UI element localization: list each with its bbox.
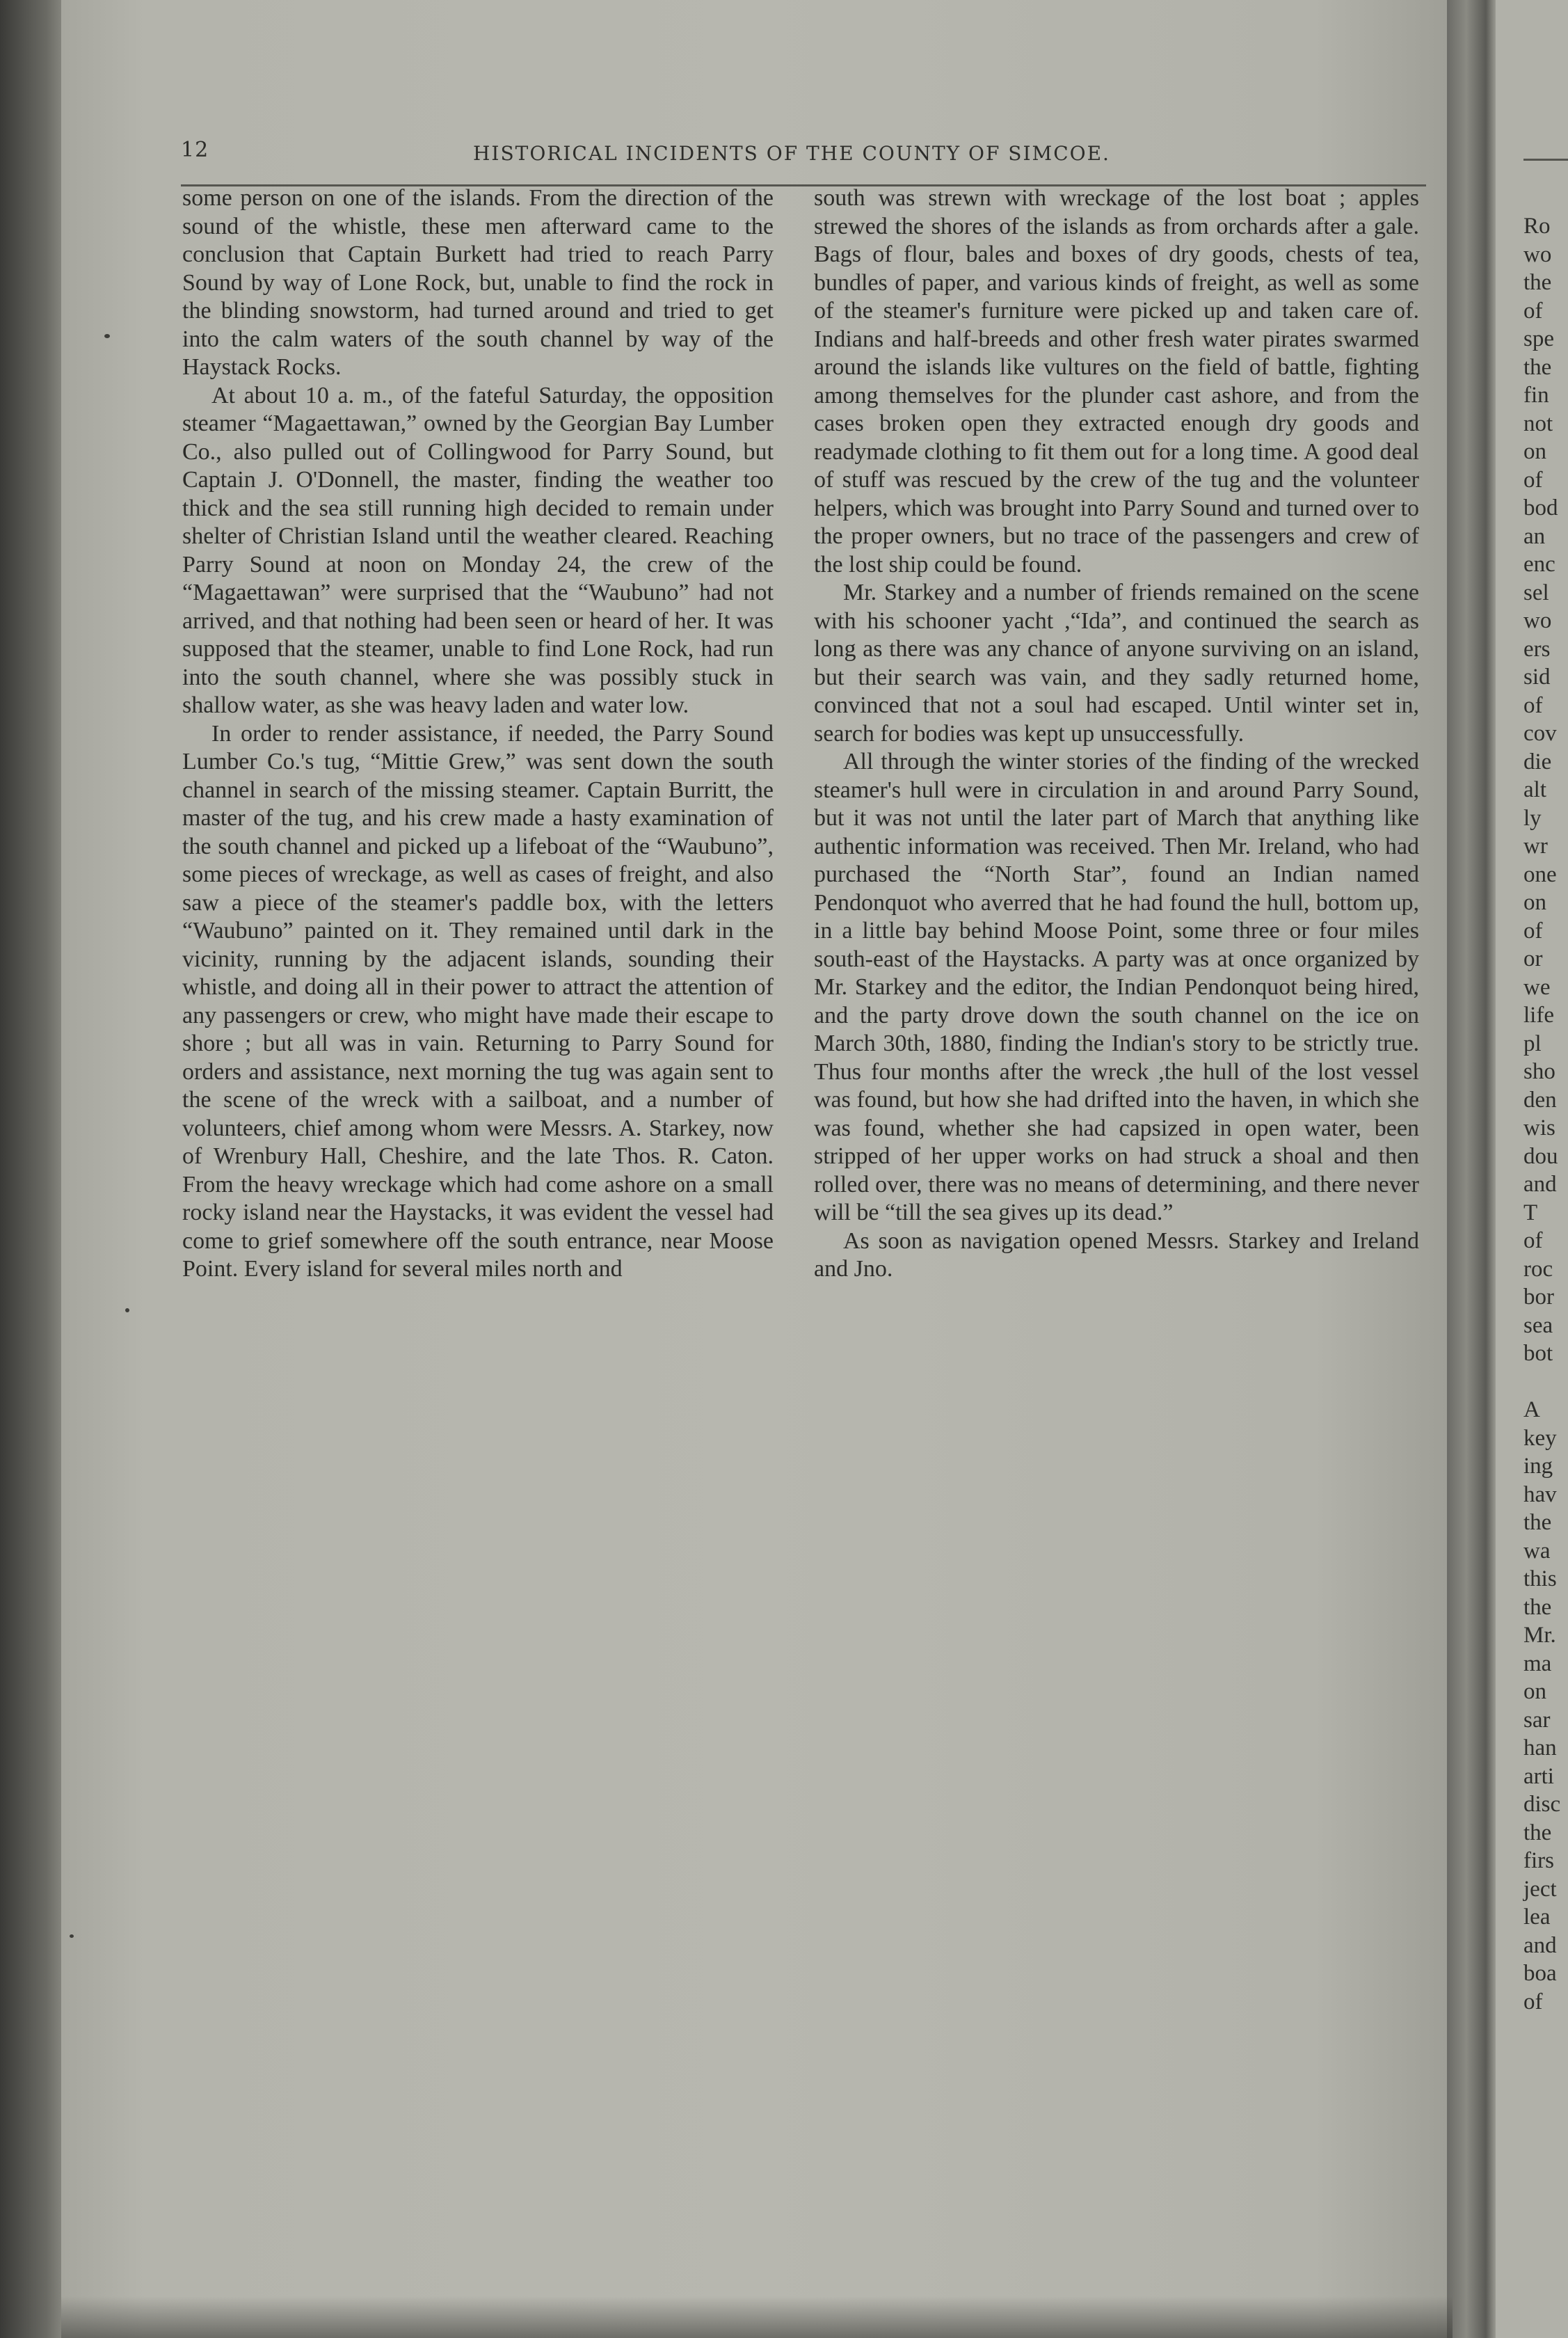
adjacent-page-fragment: ing <box>1523 1454 1553 1479</box>
paragraph: Mr. Starkey and a number of friends remained on the scene with his schooner yacht ,“Ida”, and continued the search as long as there was any chance of anyone surviving on an island, but their search was vain, and they sadly returned home, convinced that not a soul had escaped. Until winter set in, search for bodies was kept up unsuccessfully. <box>814 580 1419 747</box>
paragraph: some person on one of the islands. From the direction of the sound of the whistle, these men afterward came to the conclusion that Captain Burkett had tried to reach Parry Sound by way of Lone Rock, but, unable to find the rock in the blinding snowstorm, had turned around and tried to get into the calm waters of the south channel by way of the Haystack Rocks. <box>182 185 774 380</box>
adjacent-page-fragment: the <box>1523 1820 1552 1845</box>
adjacent-page-fragment: the <box>1523 1594 1552 1620</box>
adjacent-page-rule <box>1523 159 1568 161</box>
book-gutter <box>1447 0 1496 2338</box>
adjacent-page-fragment: one <box>1523 861 1557 887</box>
adjacent-page-fragment: of <box>1523 298 1543 324</box>
adjacent-page-fragment: of <box>1523 1228 1543 1253</box>
adjacent-page-fragment: on <box>1523 439 1546 464</box>
adjacent-page-fragment: die <box>1523 749 1552 774</box>
bottom-shadow <box>61 2296 1453 2338</box>
paragraph: All through the winter stories of the finding of the wrecked steamer's hull were in circulation in and around Parry Sound, but it was not until the later part of March that anything like authentic information was received. Then Mr. Ireland, who had purchased the “North Star”, found an Indian named Pendonquot who averred that he had found the hull, bottom up, in a little bay behind Moose Point, some three or four miles south-east of the Haystacks. A party was at once organized by Mr. Starkey and the editor, the Indian Pendonquot being hired, and the party drove down the south channel on the ice on March 30th, 1880, finding the Indian's story to be strictly true. Thus four months after the wreck ,the hull of the lost vessel was found, but how she had drifted into the haven, in which she was found, whether she had capsized in open water, been stripped of her upper works on had struck a shoal and then rolled over, there was no means of determining, and there never will be “till the sea gives up its dead.” <box>814 749 1419 1225</box>
adjacent-page-fragment: and <box>1523 1172 1557 1197</box>
adjacent-page-fragment: ma <box>1523 1651 1552 1676</box>
adjacent-page-fragment: bor <box>1523 1285 1554 1310</box>
adjacent-page-fragment: or <box>1523 946 1543 971</box>
adjacent-page-fragment: enc <box>1523 552 1555 577</box>
adjacent-page-fragment: spe <box>1523 326 1554 351</box>
adjacent-page-fragment: sho <box>1523 1059 1555 1084</box>
adjacent-page-fragment: of <box>1523 692 1543 718</box>
adjacent-page-fragment: wa <box>1523 1538 1551 1564</box>
adjacent-page-fragment: sid <box>1523 665 1551 690</box>
adjacent-page-fragment: key <box>1523 1425 1557 1451</box>
adjacent-page-fragment: wis <box>1523 1115 1555 1140</box>
adjacent-page-fragment: bod <box>1523 495 1558 520</box>
adjacent-page-fragment: bot <box>1523 1341 1553 1366</box>
adjacent-page-fragment: life <box>1523 1003 1554 1028</box>
paragraph: In order to render assistance, if needed, the Parry Sound Lumber Co.'s tug, “Mittie Grew,” was sent down the south channel in search of the missing steamer. Captain Burritt, the master of the tug, and his crew made a hasty examination of the south channel and picked up a lifeboat of the “Waubuno”, some pieces of wreckage, as well as cases of freight, and also saw a piece of the steamer's paddle box, with the letters “Waubuno” painted on it. They remained until dark in the vicinity, running by the adjacent islands, sounding their whistle, and doing all in their power to attract the attention of any passengers or crew, who might have made their escape to shore ; but all was in vain. Returning to Parry Sound for orders and assistance, next morning the tug was again sent to the scene of the wreck with a sailboat, and a number of volunteers, chief among whom were Messrs. A. Starkey, now of Wrenbury Hall, Cheshire, and the late Thos. R. Caton. From the heavy wreckage which had come ashore on a small rocky island near the Haystacks, it was evident the vessel had come to grief somewhere off the south entrance, near Moose Point. Every island for several miles north and <box>182 720 774 1282</box>
adjacent-page-fragment: of <box>1523 1989 1543 2014</box>
adjacent-page-fragments <box>1496 212 1560 2016</box>
left-column <box>182 184 774 1284</box>
adjacent-page-fragment: the <box>1523 354 1552 380</box>
adjacent-page-fragment: wo <box>1523 608 1552 633</box>
adjacent-page-fragment: ject <box>1523 1876 1557 1902</box>
adjacent-page-fragment: disc <box>1523 1792 1561 1817</box>
adjacent-page-fragment: T <box>1523 1200 1538 1225</box>
adjacent-page-fragment: of <box>1523 467 1543 493</box>
adjacent-page-fragment: we <box>1523 974 1551 1000</box>
running-head: HISTORICAL INCIDENTS OF THE COUNTY OF SIMCOE. <box>473 142 1110 165</box>
scan-speck <box>70 1934 74 1938</box>
paragraph: south was strewn with wreckage of the lost boat ; apples strewed the shores of the islands as from orchards after a gale. Bags of flour, bales and boxes of dry goods, chests of tea, bundles of paper, and various kinds of freight, as well as some of the steamer's furniture were picked up and taken care of. Indians and half-breeds and other fresh water pirates swarmed around the islands like vultures on the field of battle, fighting among themselves for the plunder cast ashore, and from the cases broken open they extracted enough dry goods and readymade clothing to fit them out for a long time. A good deal of stuff was rescued by the crew of the tug and the volunteer helpers, which was brought into Parry Sound and turned over to the proper owners, but no trace of the passengers and crew of the lost ship could be found. <box>814 185 1419 578</box>
paragraph: At about 10 a. m., of the fateful Saturday, the opposition steamer “Magaettawan,” owned by the Georgian Bay Lumber Co., also pulled out of Collingwood for Parry Sound, but Captain J. O'Donnell, the master, finding the weather too thick and the sea still running high decided to remain under shelter of Christian Island until the weather cleared. Reaching Parry Sound at noon on Monday 24, the crew of the “Magaettawan” were surprised that the “Waubuno” had not arrived, and that nothing had been seen or heard of her. It was supposed that the steamer, unable to find Lone Rock, had run into the south channel, where she was possibly stuck in shallow water, as she was heavy laden and water low. <box>182 382 774 718</box>
adjacent-page-fragment: wr <box>1523 834 1548 859</box>
adjacent-page-fragment: the <box>1523 1510 1552 1535</box>
adjacent-page-fragment: Ro <box>1523 214 1551 239</box>
adjacent-page-edge <box>1496 0 1568 2338</box>
adjacent-page-fragment: arti <box>1523 1763 1554 1789</box>
right-column <box>814 184 1419 1284</box>
adjacent-page-fragment <box>1496 1368 1560 1397</box>
adjacent-page-fragment: ers <box>1523 636 1551 662</box>
adjacent-page-fragment: firs <box>1523 1848 1554 1873</box>
page-number: 12 <box>181 138 209 162</box>
adjacent-page-fragment: wo <box>1523 241 1552 267</box>
adjacent-page-fragment: A <box>1523 1397 1540 1422</box>
adjacent-page-fragment: Mr. <box>1523 1623 1556 1648</box>
paragraph: As soon as navigation opened Messrs. Starkey and Ireland and Jno. <box>814 1227 1419 1282</box>
adjacent-page-fragment: an <box>1523 523 1546 549</box>
adjacent-page-fragment: boa <box>1523 1961 1557 1986</box>
adjacent-page-fragment: hav <box>1523 1481 1557 1507</box>
scan-speck <box>104 334 110 338</box>
adjacent-page-fragment: cov <box>1523 721 1557 746</box>
adjacent-page-fragment: alt <box>1523 777 1546 802</box>
adjacent-page-fragment: ly <box>1523 805 1542 831</box>
adjacent-page-fragment: dou <box>1523 1143 1558 1169</box>
adjacent-page-fragment: of <box>1523 918 1543 944</box>
adjacent-page-fragment: and <box>1523 1932 1557 1958</box>
adjacent-page-fragment: lea <box>1523 1904 1551 1930</box>
adjacent-page-fragment: sel <box>1523 580 1549 605</box>
adjacent-page-fragment: on <box>1523 1679 1546 1704</box>
adjacent-page-fragment: sea <box>1523 1312 1553 1338</box>
adjacent-page-fragment: this <box>1523 1566 1557 1591</box>
adjacent-page-fragment: sar <box>1523 1707 1551 1733</box>
adjacent-page-fragment: not <box>1523 411 1553 436</box>
adjacent-page-fragment: den <box>1523 1087 1557 1113</box>
adjacent-page-fragment: fin <box>1523 383 1549 408</box>
left-edge-shadow <box>0 0 66 2338</box>
adjacent-page-fragment: on <box>1523 890 1546 915</box>
scan-speck <box>125 1308 129 1312</box>
adjacent-page-fragment: han <box>1523 1735 1557 1760</box>
adjacent-page-fragment: roc <box>1523 1256 1553 1282</box>
adjacent-page-fragment: the <box>1523 270 1552 295</box>
adjacent-page-fragment: pl <box>1523 1031 1542 1056</box>
